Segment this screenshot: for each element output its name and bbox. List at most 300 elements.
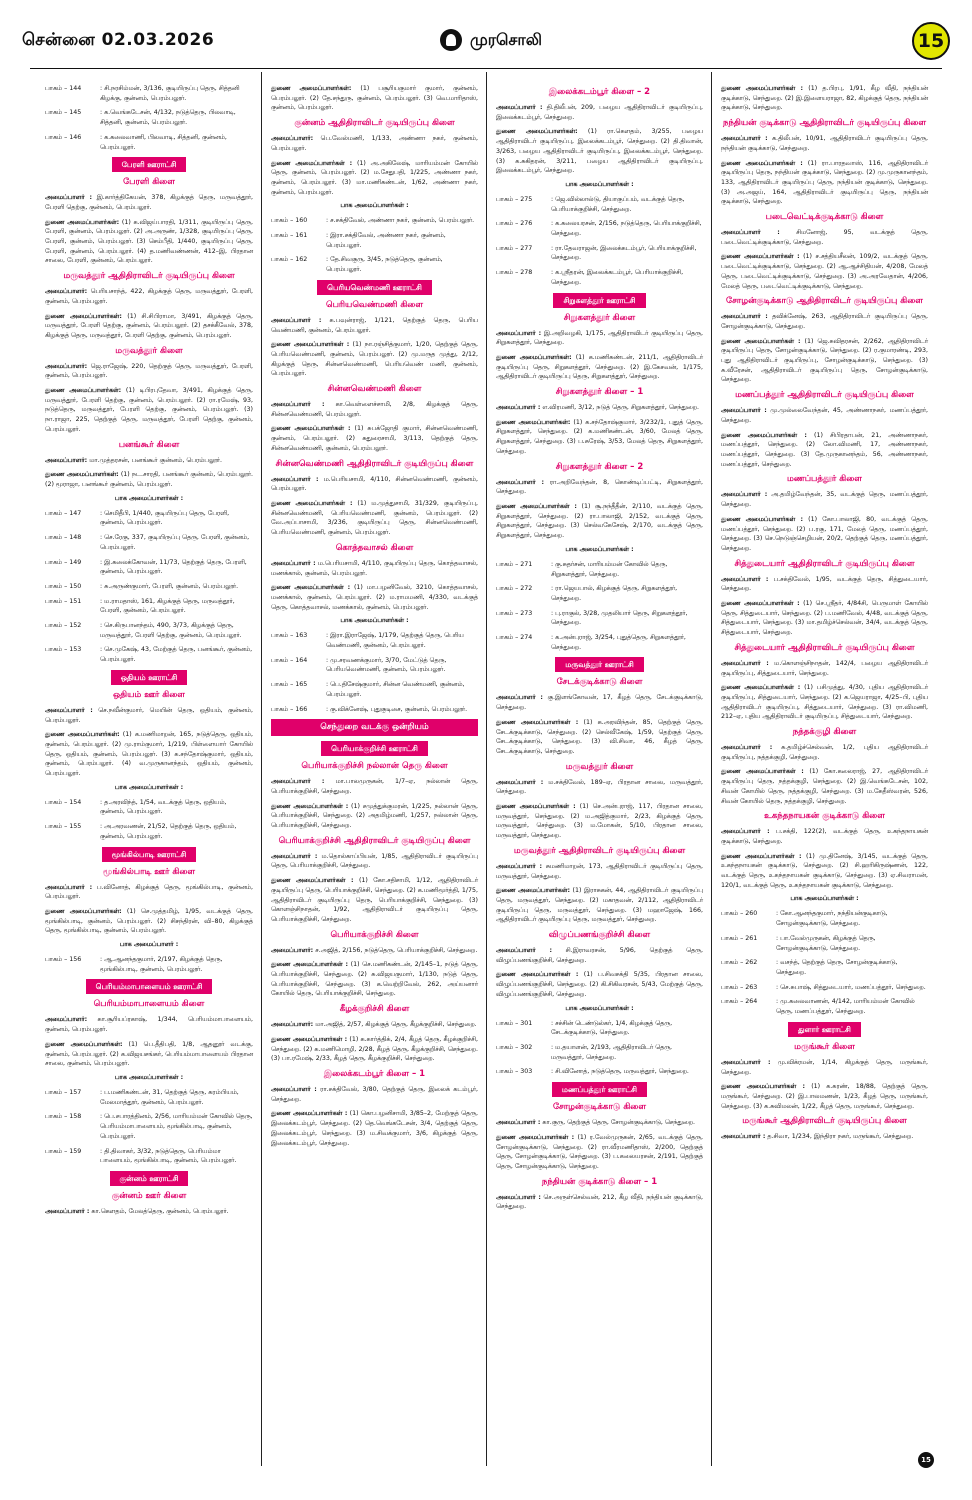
ward-number: பாகம் – 264 xyxy=(721,998,758,1006)
member-paragraph xyxy=(271,134,478,153)
role-label: அமைப்பாளர் : xyxy=(721,491,768,499)
member-paragraph xyxy=(271,777,478,796)
ward-number: பாகம் – 153 xyxy=(45,646,82,654)
branch-heading: சித்துடையார் ஆதிதிராவிடர் குடியிருப்பு கிளை xyxy=(734,642,915,653)
branch-heading: இலைக்கடம்பூர் கிளை – 2 xyxy=(548,87,651,97)
page-number-badge: 15 xyxy=(912,22,950,60)
role-label: அமைப்பாளர் : xyxy=(496,1193,541,1201)
member-details: க.பவுன்ராஜ், 1/121, தெற்குத் தெரு, பெரிய வெண்மணி, குன்னம், பெரம்பலூர். xyxy=(271,316,478,334)
member-details: (1) கொ.பழனிசாமி, 3/85–2, மேற்குத் தெரு, இலைக்கடம்பூர், செந்துறை. (2) தெ.வெங்கடேசன், 3/4, தெற்குத் தெரு, இலைக்கடம்பூர், செந்துறை. (3) ம.சிவக்குமார், 3/6, கிழக்குத் தெரு, இலைக்கடம்பூர், செந்துறை. xyxy=(271,1110,478,1147)
member-paragraph xyxy=(721,228,928,247)
header-rule xyxy=(30,68,942,69)
member-details: (1) க.கரண், 18/88, தெற்குத் தெரு, மருங்கூர், செந்துறை. (2) இ.பாலமணன், 1/23, கீழத் தெரு, மருங்கூர், செந்துறை. (3) க.சுவிமலன், 1/22, கீழத் தெரு, மருங்கூர், செந்துறை. xyxy=(721,1083,928,1110)
member-details: (1) இராசுகன், 44, ஆதிதிராவிடர் குடியிருப்பு தெரு, மருவத்தூர், செந்துறை. (2) மகாதவன், 2/112, ஆதிதிராவிடர் குடியிருப்பு தெரு, மருவத்தூர், செந்துறை. (3) மஹாஜேஷ், 166, ஆதிதிராவிடர் குடியிருப்பு தெரு, மருவத்தூர், செந்துறை. xyxy=(496,887,703,924)
ward-entry xyxy=(721,997,928,1016)
column-1 xyxy=(36,72,261,1466)
ward-entry xyxy=(271,631,478,650)
member-details: தவிக்னேஷ், 263, ஆதிதிராவிடர் குடியிருப்பு தெரு, சோழன்குடிக்காடு, செந்துறை. xyxy=(721,313,928,330)
member-paragraph xyxy=(271,400,478,419)
member-details: (1) சமுத்துக்குமரன், 1/225, நல்லான் தெரு, பெரியாக்குறிச்சி, செந்துறை. (2) அதமிழ்மணி, 1/257, நல்லான் தெரு, பெரியாக்குறிச்சி, செந்துறை. xyxy=(271,802,478,830)
branch-heading: சின்னவெண்மணி கிளை xyxy=(327,384,422,395)
ward-details: : க.கலைவாணி, பிலவாடி, சித்தனி, குன்னம், பெரம்பலூர். xyxy=(100,133,227,151)
ward-number: பாகம் – 262 xyxy=(721,959,758,967)
ward-organisers-heading: பாக அமைப்பாளர்கள் : xyxy=(340,617,409,625)
ward-details: : ஜெ.வில்லால்டு, தியாகுப்பம், வடக்குத் தெரு, பெரியாக்குறிச்சி, செந்துறை. xyxy=(551,195,685,213)
role-label: துணை அமைப்பாளர்கள்: xyxy=(45,312,122,320)
member-details: சி.இராவரசன், 5/96, தெற்குத் தெரு, விழுப்பணங்குறிச்சி, செந்துறை. xyxy=(496,947,703,964)
member-details: மா.பாலமுருகன், 1/7–ஏ, நல்லான் தெரு, பெரியாக்குறிச்சி, செந்துறை. xyxy=(271,778,478,795)
panchayat-badge: துளார் ஊராட்சி xyxy=(788,1022,861,1037)
role-label: துணை அமைப்பாளர்கள் : xyxy=(271,877,354,885)
branch-heading: மணப்பத்தூர் கிளை xyxy=(787,474,862,485)
member-paragraph xyxy=(721,159,928,208)
ward-number: பாகம் – 152 xyxy=(45,622,82,630)
role-label: அமைப்பாளர் : xyxy=(45,706,93,714)
member-details: சுமணிமாறன், 173, ஆதிதிராவிடர் குடியிருப்பு தெரு, மருவத்தூர், செந்துறை. xyxy=(496,862,703,880)
ward-details: : ப.மணிகண்டன், 31, தெற்குத் தெரு, கரம்பியம், மேலமாத்தூர், குன்னம், பெரம்பலூர். xyxy=(100,1089,239,1106)
member-paragraph xyxy=(721,515,928,554)
ward-number: பாகம் – 144 xyxy=(45,85,82,92)
ward-details: : மு.சரவணக்குமார், 3/70, மேட்டுத் தெரு, பெரியவெண்மணி, குன்னம், பெரம்பலூர். xyxy=(326,656,447,674)
ward-details: : பா.வேல்முருகன், கிழக்குத் தெரு, சோழன்குடிக்காடு, செந்துறை. xyxy=(776,934,876,952)
ward-entry xyxy=(721,934,928,953)
role-label: அமைப்பாளர் : xyxy=(721,744,773,752)
member-details: மு.முல்லைவேந்தன், 45, அண்ணாநகர், மணப்பத்தூர், செந்துறை. xyxy=(721,407,928,424)
member-paragraph xyxy=(721,1082,928,1111)
member-details: (1) ச.சத்தியசீலன், 109/2, வடக்குத் தெரு, படைவெட்டிக்குடிக்காடு, செந்துறை. (2) ஆ.ஆச்சிதியன், 4/208, மேலத் தெரு, படைவெட்டிக்குடிக்காடு, செந்துறை. (3) அ.அரவேதான், 4/206, மேலத் தெரு, படைவெட்டிக்குடிக்காடு, செந்துறை. xyxy=(721,253,928,290)
role-label: துணை அமைப்பாளர்கள் : xyxy=(721,253,800,261)
member-paragraph xyxy=(721,743,928,762)
member-details: (1) நா.ரஞ்சித்குமார், 1/20, தெற்குத் தெரு, பெரியவெண்மணி, குன்னம், பெரம்பலூர். (2) மு.மருத முத்து, 2/12, கிழக்குத் தெரு, சின்னவெண்மணி, பெரியவெண் மணி, குன்னம், பெரம்பலூர். xyxy=(271,341,478,378)
branch-heading: நத்தக்குழி கிளை xyxy=(792,727,857,738)
union-heading: செந்துறை வடக்கு ஒன்றியம் xyxy=(271,719,478,736)
member-details: (1) பசிமுத்து, 4/30, புதிய ஆதிதிராவிடர் குடியிருப்பு, சித்துடையார், செந்துறை. (2) க.ஜெயராஜா, 4/25–பி, புதிய ஆதிதிராவிடர் குடியிருப்பு, சித்துடையார், செந்துறை. (3) ரா.விமணி, 212–ஏ, புதிய ஆதிதிராவிடர் குடியிருப்பு, சித்துடையார், செந்துறை. xyxy=(721,684,928,721)
ward-details: : ம.தயாளன், 2/193, ஆதிதிராவிடர் தெரு, மருவத்தூர், செந்துறை. xyxy=(551,1044,673,1061)
member-details: கா.சூரியப்ரகாஷ், 1/344, பெரியம்மாபாளையம், குன்னம், பெரம்பலூர். xyxy=(45,1016,253,1034)
role-label: துணை அமைப்பாளர்கள்: xyxy=(496,887,571,895)
role-label: துணை அமைப்பாளர்கள் : xyxy=(271,802,349,810)
ward-organisers-heading: பாக அமைப்பாளர்கள் : xyxy=(565,180,634,188)
ward-number: பாகம் – 261 xyxy=(721,934,758,942)
role-label: துணை அமைப்பாளர்கள்: xyxy=(45,731,120,739)
member-details: (1) டிபிரபுதேவா, 3/491, கிழக்குத் தெரு, மருவத்தூர், பேரளி தெற்கு, குன்னம், பெரம்பலூர். (2) ரா.ரமேஷ், 93, நடுத்தெரு, மருவத்தூர், பேரளி தெற்கு, குன்னம், பெரம்பலூர். (3) நா.ராஜா, 225, தெற்குத் தெரு, மருவத்தூர், பேரளி தெற்கு, குன்னம், பெரம்பலூர். xyxy=(45,387,253,433)
member-paragraph xyxy=(496,802,703,841)
member-details: (1) செ.அன்புராஜ், 117, பிரதான சாலை, மருவத்தூர், செந்துறை. (2) ம.அஜித்குமார், 2/23, கிழக்குத் தெரு, மருவத்தூர், செந்துறை. (3) ம.மோகன், 5/10, பிரதான சாலை, மருவத்தூர், செந்துறை. xyxy=(496,803,703,840)
member-paragraph xyxy=(496,329,703,348)
ward-number: பாகம் – 157 xyxy=(45,1089,82,1096)
ward-entry xyxy=(45,84,253,103)
role-label: துணை அமைப்பாளர்கள் : xyxy=(271,961,348,969)
ward-details: : பெ.சபாரத்தினம், 2/56, மாரியம்மன் கோவில் தெரு, பெரியம்மாபாளையம், மூங்கில்பாடி, குன்னம், பெரம்பலூர். xyxy=(100,1113,253,1140)
ward-details: : செ.ரேகு, 337, குடியிருப்பு தெரு, பேரளி, குன்னம், பெரம்பலூர். xyxy=(100,534,250,551)
member-paragraph xyxy=(45,907,253,936)
member-details: (1) கோ.கலைராஜ், 27, ஆதிதிராவிடர் குடியிருப்பு தெரு, நத்தக்குழி, செந்துறை. (2) இ.வெங்கடேசன், 102, சிவன் கோயில் தெரு, நத்தக்குழி, செந்துறை. (3) ம.கேதீஸ்வரன், 526, சிவன் கோயில் தெரு, நத்தக்குழி, செந்துறை. xyxy=(721,768,928,805)
ward-organisers-heading: பாக அமைப்பாளர்கள் : xyxy=(565,1004,634,1012)
member-paragraph xyxy=(271,159,478,198)
ward-organisers-heading: பாக அமைப்பாளர் : xyxy=(119,941,179,949)
panchayat-badge: பெரியம்மாபாளையம் ஊராட்சி xyxy=(86,979,213,994)
branch-heading: நந்தியன் குடிக்காடு ஆதிதிராவிடர் குடியிருப்பு கிளை xyxy=(723,118,926,129)
ward-entry xyxy=(496,584,703,603)
member-paragraph xyxy=(496,353,703,382)
panchayat-badge: பெரியாக்குறிச்சி ஊராட்சி xyxy=(321,741,428,756)
ward-details: : செ.சுபாஷ், சித்துடையார், மணப்பத்தூர், செந்துறை. xyxy=(776,983,926,991)
role-label: துணை அமைப்பாளர்கள் : xyxy=(496,502,577,510)
member-paragraph xyxy=(496,970,703,999)
role-label: அமைப்பாளர் : xyxy=(721,135,768,143)
ward-entry xyxy=(45,798,253,817)
ward-number: பாகம் – 273 xyxy=(496,609,533,617)
ward-number: பாகம் – 263 xyxy=(721,983,758,991)
member-paragraph xyxy=(45,193,253,212)
member-paragraph xyxy=(271,1035,478,1064)
ward-details: : கு.சுதர்சன், மாரியம்மன் கோவில் தெரு, சிறுகளத்தூர், செந்துறை. xyxy=(551,560,668,578)
branch-heading: விழுப்பணங்குறிச்சி கிளை xyxy=(548,930,651,941)
branch-heading: கொத்தவாசல் கிளை xyxy=(335,542,414,553)
member-paragraph xyxy=(496,418,703,457)
ward-entry xyxy=(496,609,703,628)
newspaper-title xyxy=(440,29,542,51)
ward-number: பாகம் – 302 xyxy=(496,1044,533,1051)
member-paragraph xyxy=(271,499,478,538)
ward-number: பாகம் – 274 xyxy=(496,634,533,642)
ward-details: : அ.அரவணன், 21/52, தெற்குத் தெரு, ஒதியம், குன்னம், பெரம்பலூர். xyxy=(100,823,237,840)
branch-heading: ஒதியம் ஊர் கிளை xyxy=(113,689,185,700)
branch-heading: மருவத்தூர் ஆதிதிராவிடர் குடியிருப்பு கிளை xyxy=(63,271,235,282)
member-details: (1) பசூரியகுமார் குமார், குன்னம், பெரம்பலூர். (2) தே.சந்துரு, குன்னம், பெரம்பலூர். (3) வெ.மாரிதாஸ், குன்னம், பெரம்பலூர். xyxy=(271,85,478,112)
member-paragraph xyxy=(271,1020,478,1030)
ward-entry xyxy=(721,983,928,993)
member-paragraph xyxy=(496,127,703,176)
member-paragraph xyxy=(496,1118,703,1128)
role-label: துணை அமைப்பாளர்கள் : xyxy=(271,1110,348,1118)
member-paragraph xyxy=(271,583,478,612)
role-label: துணை அமைப்பாளர்கள் : xyxy=(271,159,353,167)
role-label: அமைப்பாளர்: xyxy=(271,135,314,143)
member-paragraph xyxy=(496,946,703,965)
branch-heading: சிறுகளத்தூர் கிளை – 2 xyxy=(555,461,644,472)
role-label: துணை அமைப்பாளர்கள்: xyxy=(45,471,119,479)
role-label: அமைப்பாளர் : xyxy=(496,694,543,702)
ward-entry xyxy=(721,958,928,977)
branch-heading: கீழக்குறிச்சி கிளை xyxy=(339,1004,410,1015)
role-label: அமைப்பாளர்: xyxy=(45,362,88,370)
branch-heading: சிறுகளத்தூர் கிளை xyxy=(563,312,636,323)
ward-number: பாகம் – 272 xyxy=(496,585,533,593)
branch-heading: பெரியாக்குறிச்சி ஆதிதிராவிடர் குடியிருப்பு கிளை xyxy=(278,835,471,846)
role-label: துணை அமைப்பாளர்கள்: xyxy=(271,85,352,92)
member-details: ச.அஜித், 2/156, நடுத்தெரு, பெரியாக்குறிச்சி, செந்துறை. xyxy=(315,946,478,954)
ward-details: : இ.கலைக்கோவன், 11/73, தெற்குத் தெரு, பேரளி, குன்னம், பெரம்பலூர். xyxy=(100,558,247,576)
role-label: அமைப்பாளர்: xyxy=(45,288,88,296)
member-paragraph xyxy=(45,287,253,306)
ward-number: பாகம் – 160 xyxy=(271,217,308,225)
member-details: (1) மா.பழனிவேல், 3210, கொத்தவாசல், மணக்கால், குன்னம், பெரம்பலூர். (2) ம.ராமமணி, 4/330, வடக்குத் தெரு, கொத்தவாசல், மணக்கால், குன்னம், பெரம்பலூர். xyxy=(271,584,478,611)
panchayat-badge: மூங்கில்பாடி ஊராட்சி xyxy=(102,847,196,862)
ward-details: : செ.முகேஷ், 43, மேற்குத் தெரு, பனங்கூர், குன்னம், பெரம்பலூர். xyxy=(100,646,253,664)
ward-details: : த.அரவிந்த், 1/54, வடக்குத் தெரு, ஒதியம், குன்னம், பெரம்பலூர். xyxy=(100,798,227,816)
ward-entry xyxy=(721,909,928,928)
role-label: அமைப்பாளர் : xyxy=(45,883,93,891)
member-details: (1) பெ.தீதிபதி, 1/8, ஆதனூர் வடக்கு, குன்னம், பெரம்பலூர். (2) க.விஜயசங்கர், பெரியம்மாபாளையம் பிரதான சாலை, குன்னம், பெரம்பலூர். xyxy=(45,1040,253,1068)
member-paragraph xyxy=(496,1133,703,1172)
footer-page-number: 15 xyxy=(918,1452,934,1468)
member-details: (1) அ.அகிலேஷ், மாரியம்மன் கோயில் தெரு, குன்னம், பெரம்பலூர். (2) ம.சேதுபதி, 1/225, அண்ணா நகர், குன்னம், பெரம்பலூர். (3) மா.மணிகண்டன், 1/62, அண்ணா நகர், குன்னம், பெரம்பலூர். xyxy=(271,159,478,196)
role-label: அமைப்பாளர் : xyxy=(45,1207,90,1215)
role-label: அமைப்பாளர் : xyxy=(271,1086,317,1093)
ward-number: பாகம் – 162 xyxy=(271,256,308,264)
member-paragraph xyxy=(271,424,478,453)
branch-heading: படைவெட்டிக்குடிக்காடு கிளை xyxy=(765,212,884,223)
role-label: துணை அமைப்பாளர்கள் : xyxy=(496,1133,575,1141)
role-label: அமைப்பாளர் : xyxy=(45,194,93,202)
role-label: துணை அமைப்பாளர்கள்: xyxy=(45,218,120,226)
member-paragraph xyxy=(721,490,928,509)
ward-details: : ஆ.ஆனந்தகுமார், 2/197, கிழக்குத் தெரு, மூங்கில்பாடி, குன்னம், பெரம்பலூர். xyxy=(100,956,223,973)
member-paragraph xyxy=(271,1109,478,1148)
member-paragraph xyxy=(45,706,253,725)
ward-details: : தே.சிவகுரு, 3/45, நடுத்தெரு, குன்னம், பெரம்பலூர். xyxy=(326,256,443,274)
ward-details: : ம.ராமதாஸ், 161, கிழக்குத் தெரு, மருவத்தூர், பேரளி, குன்னம், பெரம்பலூர். xyxy=(100,597,235,615)
ward-number: பாகம் – 275 xyxy=(496,195,533,203)
member-paragraph xyxy=(271,84,478,113)
member-details: (1) சூ.நந்தீதீன், 2/110, வடக்குத் தெரு, சிறுகளத்தூர், செந்துறை. (2) ரா.பாலாஜி, 2/152, வடக்குத் தெரு, சிறுகளத்தூர், செந்துறை. (3) செல்வகேசேஷ், 2/170, வடக்குத் தெரு, சிறுகளத்தூர், செந்துறை. xyxy=(496,502,703,540)
panchayat-badge: மருவத்தூர் ஊராட்சி xyxy=(555,657,644,672)
ward-number: பாகம் – 158 xyxy=(45,1113,82,1121)
ward-entry xyxy=(45,133,253,152)
member-paragraph xyxy=(721,659,928,678)
role-label: அமைப்பாளர் : xyxy=(271,559,316,567)
masthead xyxy=(0,0,972,66)
member-paragraph xyxy=(721,431,928,470)
member-details: (1) க.மணிமாறன், 165, நடுத்தெரு, ஒதியம், குன்னம், பெரம்பலூர். (2) மு.ராம்குமார், 1/219, பிள்ளையார் கோயில் தெரு, ஒதியம், குன்னம், பெரம்பலூர். (3) க.சந்தோஷ்குமார், ஒதியம், குன்னம், பெரம்பலூர். (4) வ.முருகானந்தம், ஒதியம், குன்னம், பெரம்பலூர். xyxy=(45,731,253,778)
role-label: அமைப்பாளர் : xyxy=(721,1133,766,1141)
ward-number: பாகம் – 154 xyxy=(45,798,82,806)
role-label: துணை அமைப்பாளர்கள் : xyxy=(271,1035,348,1043)
ward-entry xyxy=(271,231,478,250)
member-paragraph xyxy=(721,827,928,846)
member-details: (1) செ.மணிகண்டன், 2/145–1, நடுத் தெரு, பெரியாக்குறிச்சி, செந்துறை. (2) சு.விஜயகுமார், 1/130, நடுத் தெரு, பெரியாக்குறிச்சி, செந்துறை. (3) க.வெற்றிவேல், 262, அய்யனார் கோயில் தெரு, பெரியாக்குறிச்சி, செந்துறை. xyxy=(271,961,478,998)
member-paragraph xyxy=(496,1193,703,1212)
ward-organisers-heading: பாக அமைப்பாளர்கள் : xyxy=(340,202,409,210)
ward-details: : க.அன்புராஜ், 3/254, புதுத்தெரு, சிறுகளத்தூர், செந்துறை. xyxy=(551,634,686,651)
member-details: (1) செ.முத்தமிழ், 1/95, வடக்குத் தெரு, மூங்கில்பாடி, குன்னம், பெரம்பலூர். (2) சிசந்திரன், வி–80, கிழக்குத் தெரு, மூங்கில்பாடி, குன்னம், பெரம்பலூர். xyxy=(45,907,253,935)
member-paragraph xyxy=(45,456,253,466)
branch-heading: சேடக்குடிக்காடு கிளை xyxy=(556,677,643,688)
member-paragraph xyxy=(45,362,253,381)
member-details: (1) க.மணிகண்டன், 211/1, ஆதிதிராவிடர் குடியிருப்பு தெரு, சிறுகளத்தூர், செந்துறை. (2) இ.கேசவன், 1/175, ஆதிதிராவிடர் குடியிருப்பு தெரு, சிறுகளத்தூர், செந்துறை. xyxy=(496,353,703,381)
member-details: கு.இளங்கோவன், 17, கீழத் தெரு, சேடக்குடிக்காடு, செந்துறை. xyxy=(496,694,703,712)
member-details: பெ.வேல்மணி, 1/133, அண்ணா நகர், குன்னம், பெரம்பலூர். xyxy=(271,135,478,152)
member-paragraph xyxy=(496,502,703,541)
member-details: (1) கோ.சதிசாமி, 1/12, ஆதிதிராவிடர் குடியிருப்பு தெரு, பெரியாக்குறிச்சி, செந்துறை. (2) க.மணிமூர்த்தி, 1/75, ஆதிதிராவிடர் குடியிருப்பு தெரு, பெரியாக்குறிச்சி, செந்துறை. (3) கொளஞ்சிநாதன், 1/92, ஆதிதிராவிடர் குடியிருப்பு தெரு, பெரியாக்குறிச்சி, செந்துறை. xyxy=(271,877,478,923)
role-label: அமைப்பாளர் : xyxy=(496,104,543,111)
role-label: துணை அமைப்பாளர்கள் : xyxy=(271,584,351,592)
member-details: (1) செ.ஸ்ரீதர், 4/84சி, பெருமாள் கோயில் தெரு, சித்துடையார், செந்துறை. (2) ப.மணிவேல், 4/48, வடக்குத் தெரு, சித்துடையார், செந்துறை. (3) மா.தமிழ்ச்செல்வன், 34/4, வடக்குத் தெரு, சித்துடையார், செந்துறை. xyxy=(721,600,928,637)
member-details: ரா.அறிவேந்தன், 8, கொண்டிப்பட்டி, சிறுகளத்தூர், செந்துறை. xyxy=(496,478,703,496)
ward-organisers-heading: பாக அமைப்பாளர்கள் : xyxy=(114,783,184,791)
branch-heading: மருவத்தூர் கிளை xyxy=(115,345,183,356)
ward-details: : வசந்த், தெற்குத் தெரு, சோழன்குடிக்காடு, செந்துறை. xyxy=(776,959,898,976)
member-details: ம.தொல்காப்பியன், 1/85, ஆதிதிராவிடர் குடியிருப்பு தெரு, பெரியாக்குறிச்சி, செந்துறை. xyxy=(271,852,478,870)
ward-details: : மு.கலைவாணன், 4/142, மாரியம்மன் கோவில் தெரு, மணப்பத்தூர், செந்துறை. xyxy=(776,998,915,1016)
branch-heading: மருங்கூர் ஆதிதிராவிடர் குடியிருப்பு கிளை xyxy=(742,1116,907,1127)
branch-heading: சோழன்குடிக்காடு கிளை xyxy=(552,1102,647,1113)
role-label: துணை அமைப்பாளர்கள் : xyxy=(721,768,804,776)
ward-number: பாகம் – 271 xyxy=(496,560,533,568)
ward-entry xyxy=(496,195,703,214)
member-details: (1) கோ.பாலாஜி, 80, வடக்குத் தெரு, மணப்பத்தூர், செந்துறை. (2) ப.ரகு, 171, மேலத் தெரு, மணப்பத்தூர், செந்துறை. (3) செ.நெடுஞ்செழியன், 20/2, தெற்குத் தெரு, மணப்பத்தூர், செந்துறை. xyxy=(721,515,928,552)
branch-heading: நந்தியன் குடிக்காடு கிளை – 1 xyxy=(541,1176,658,1187)
role-label: துணை அமைப்பாளர்கள் : xyxy=(271,425,351,433)
member-paragraph xyxy=(721,84,928,113)
ward-number: பாகம் – 161 xyxy=(271,232,308,240)
member-details: (1) ர.வேல்முருகன், 2/65, வடக்குத் தெரு, சோழன்குடிக்காடு, செந்துறை. (2) ரா.வீரமணிதாஸ், 2/200, தெற்குத் தெரு, சோழன்குடிக்காடு, செந்துறை. (3) ப.கலையரசன், 2/191, தெற்குத் தெரு, சோழன்குடிக்காடு, செந்துறை. xyxy=(496,1133,703,1170)
member-paragraph xyxy=(45,1207,253,1217)
role-label: அமைப்பாளர் : xyxy=(721,575,769,583)
ward-entry xyxy=(271,216,478,226)
member-paragraph xyxy=(45,1015,253,1034)
ward-number: பாகம் – 165 xyxy=(271,681,308,689)
member-paragraph xyxy=(45,386,253,435)
role-label: அமைப்பாளர்: xyxy=(271,946,314,954)
ward-details: : செ.கிருபானந்தம், 490, 3/73, கிழக்குத் தெரு, மருவத்தூர், பேரளி தெற்கு, குன்னம், பெரம்பலூர். xyxy=(100,622,242,639)
ward-details: : தி.திவாகர், 3/32, நடுத்தெரு, பெரியம்மா பாளையம், மூங்கில்பாடி, குன்னம், பெரம்பலூர். xyxy=(100,1147,237,1165)
role-label: துணை அமைப்பாளர்கள்: xyxy=(496,128,578,136)
member-details: (1) க.அரவிந்தன், 85, தெற்குத் தெரு, சேடக்குடிக்காடு, செந்துறை. (2) செல்வீகேஷ், 1/59, தெற்குத் தெரு, சேடக்குடிக்காடு, செந்துறை. (3) வி.சிவா, 46, கீழத் தெரு, சேடக்குடிக்காடு, செந்துறை. xyxy=(496,718,703,755)
role-label: துணை அமைப்பாளர்கள் : xyxy=(721,1083,806,1091)
ward-entry xyxy=(496,219,703,238)
member-paragraph xyxy=(721,252,928,291)
column-4 xyxy=(711,72,936,1466)
role-label: துணை அமைப்பாளர்கள் : xyxy=(721,159,803,167)
role-label: அமைப்பாளர்: xyxy=(45,1016,88,1024)
member-paragraph xyxy=(271,946,478,956)
ward-number: பாகம் – 277 xyxy=(496,244,533,252)
member-details: கா.வெள்ளைச்சாமி, 2/8, கிழக்குத் தெரு, சின்னவெண்மணி, பெரம்பலூர். xyxy=(271,401,478,418)
ward-entry xyxy=(45,822,253,841)
role-label: அமைப்பாளர் : xyxy=(496,1119,541,1127)
role-label: துணை அமைப்பாளர்கள்: xyxy=(45,387,122,395)
member-details: சு.தமிழ்ச்செல்வன், 1/2, புதிய ஆதிதிராவிடர் குடியிருப்பு, நத்தக்குழி, செந்துறை. xyxy=(721,744,928,761)
role-label: அமைப்பாளர் : xyxy=(271,778,325,786)
role-label: அமைப்பாளர் : xyxy=(271,316,322,324)
ward-entry xyxy=(45,582,253,592)
ward-number: பாகம் – 146 xyxy=(45,133,82,141)
member-paragraph xyxy=(271,1085,478,1104)
member-details: த.சிவா, 1/234, இந்திரா நகர், மருங்கூர், செந்துறை. xyxy=(767,1133,914,1141)
branch-heading: பெரியாக்குறிச்சி கிளை xyxy=(330,929,419,940)
member-details: (1) சி.சிபிராமா, 3/491, கிழக்குத் தெரு, மருவத்தூர், பேரளி தெற்கு, குன்னம், பெரம்பலூர். (2) தசக்கீவேல், 378, கிழக்குத் தெரு, மருவத்தூர், பேரளி தெற்கு, குன்னம், பெரம்பலூர். xyxy=(45,312,253,339)
member-details: செ.அருள்செல்வன், 212, கீழ வீதி, நந்தியன் குடிக்காடு, செந்துறை. xyxy=(496,1193,703,1211)
branch-heading: மருங்கூர் கிளை xyxy=(794,1041,855,1052)
member-details: (1) ப.சிவசக்தி 5/35, பிரதான சாலை, விழுப்பணங்குறிச்சி, செந்துறை. (2) கி.சிகிவரசன், 5/43, மேற்குத் தெரு, விழுப்பணங்குறிச்சி, செந்துறை. xyxy=(496,971,703,998)
member-details: ம.பெரியசாமி, 4/110, சின்னவெண்மணி, குன்னம், பெரம்பலூர். xyxy=(271,475,478,493)
member-paragraph xyxy=(45,730,253,779)
ward-details: : இரா.இராஜேஷ், 1/179, தெற்குத் தெரு, பெரிய வெண்மணி, குன்னம், பெரம்பலூர். xyxy=(326,632,464,650)
member-details: (1) ரா.பாரதவாஸ், 116, ஆதிதிராவிடர் குடியிருப்பு தெரு, நந்தியன் குடிக்காடு, செந்துறை. (2) மு.முருகானந்தம், 133, ஆதிதிராவிடர் குடியிருப்பு தெரு, நந்தியன் குடிக்காடு, செந்துறை. (3) அ.அஜய், 164, ஆதிதிராவிடர் குடியிருப்பு தெரு, நந்தியன் குடிக்காடு, செந்துறை. xyxy=(721,159,928,206)
ward-details: : கோ.ஆனந்தகுமார், நந்தியன்குடிகாடு, சோழன்குடிக்காடு, செந்துறை. xyxy=(776,910,888,928)
role-label: அமைப்பாளர்: xyxy=(45,456,88,464)
member-paragraph xyxy=(45,312,253,341)
ward-details: : கு.விக்னேஷ், புதுகுடிசை, குன்னம், பெரம்பலூர். xyxy=(326,705,468,713)
ward-details: : செமிதீபி, 1/440, குடியிருப்பு தெரு, பேரளி, குன்னம், பெரம்பலூர். xyxy=(100,509,230,527)
member-details: ப.சக்தி, 122(2), வடக்குத் தெரு, உகந்தநாயகன் குடிக்காடு, செந்துறை. xyxy=(721,828,928,845)
member-paragraph xyxy=(496,778,703,797)
member-details: கா.குரு, தெற்குத் தெரு, சோழன்குடிக்காடு, செந்துறை. xyxy=(542,1119,695,1127)
ward-entry xyxy=(271,705,478,715)
role-label: துணை அமைப்பாளர்கள் : xyxy=(721,852,802,860)
member-details: இ.அறிவழகி, 1/175, ஆதிதிராவிடர் குடியிருப்பு தெரு, சிறுகளத்தூர், செந்துறை. xyxy=(496,329,703,347)
role-label: துணை அமைப்பாளர்கள்: xyxy=(496,353,572,361)
member-paragraph xyxy=(45,883,253,902)
member-paragraph xyxy=(721,575,928,594)
ward-organisers-heading: பாக அமைப்பாளர்கள் : xyxy=(114,1074,184,1081)
branch-heading: சிறுகளத்தூர் கிளை – 1 xyxy=(555,387,644,398)
member-paragraph xyxy=(271,559,478,578)
ward-organisers-heading: பாக அமைப்பாளர்கள் : xyxy=(790,895,859,903)
ward-details: : சு.அருண்குமார், பேரளி, குன்னம், பெரம்பலூர். xyxy=(100,582,239,590)
ward-entry xyxy=(271,255,478,274)
member-details: மு.விக்ரமன், 1/14, கிழக்குத் தெரு, மருங்கூர், செந்துறை. xyxy=(721,1058,928,1076)
member-details: (1) த.பிரபு, 1/91, கீழ வீதி, நந்தியன் குடிக்காடு, செந்துறை. (2) இ.இளையராஜா, 82, கிழக்குத் தெரு, நந்தியன் குடிக்காடு, செந்துறை. xyxy=(721,85,929,112)
ward-entry xyxy=(45,509,253,528)
ward-details: : க.வெங்கடேசன், 4/132, நடுத்தெரு, பிலவாடி, சித்தனி, குன்னம், பெரம்பலூர். xyxy=(100,109,236,127)
member-paragraph xyxy=(496,886,703,925)
ward-number: பாகம் – 147 xyxy=(45,509,82,517)
role-label: துணை அமைப்பாளர்கள் : xyxy=(721,85,804,92)
ward-details: : சி.வினோத், நடுத்தெரு, மருவத்தூர், செந்துறை. xyxy=(551,1068,689,1076)
ward-entry xyxy=(496,268,703,287)
member-paragraph xyxy=(721,767,928,806)
branch-heading: உகந்தநாயகன் குடிக்காடு கிளை xyxy=(764,811,885,822)
ward-details: : க.கலையரசன், 2/156, நடுத்தெரு, பெரியாக்குறிச்சி, செந்துறை. xyxy=(551,220,702,238)
member-paragraph xyxy=(721,599,928,638)
ward-entry xyxy=(45,597,253,616)
newspaper-name: முரசொலி xyxy=(470,29,542,49)
ward-entry xyxy=(496,244,703,263)
panchayat-badge: ஒதியம் ஊராட்சி xyxy=(111,670,188,685)
member-paragraph xyxy=(45,218,253,267)
member-paragraph xyxy=(496,862,703,881)
role-label: துணை அமைப்பாளர்கள் : xyxy=(271,341,350,349)
ward-organisers-heading: பாக அமைப்பாளர்கள் : xyxy=(114,494,184,502)
ward-details: : இரா.சக்திவேல், அண்ணா நகர், குன்னம், பெரம்பலூர். xyxy=(326,232,446,249)
ward-details: : ரா.தேவராஜன், இலைக்கடம்பூர், பெரியாக்குறிச்சி, செந்துறை. xyxy=(551,244,697,262)
edition-date: சென்னை 02.03.2026 xyxy=(22,30,215,50)
role-label: துணை அமைப்பாளர்கள் : xyxy=(721,600,800,608)
ward-number: பாகம் – 150 xyxy=(45,582,82,590)
panchayat-badge: குன்னம் ஊராட்சி xyxy=(110,1171,189,1186)
branch-heading: மூங்கில்பாடி ஊர் கிளை xyxy=(102,866,196,877)
member-details: ஜெ.ராஜேஷ், 220, தெற்குத் தெரு, மருவத்தூர், பேரளி, குன்னம், பெரம்பலூர். xyxy=(45,362,253,380)
member-paragraph xyxy=(271,475,478,494)
member-details: பெரியசாந்த், 422, கிழக்குத் தெரு, மருவத்தூர், பேரளி, குன்னம், பெரம்பலூர். xyxy=(45,288,253,305)
ward-number: பாகம் – 278 xyxy=(496,269,533,277)
ward-organisers-heading: பாக அமைப்பாளர்கள் : xyxy=(565,545,634,553)
role-label: அமைப்பாளர் : xyxy=(496,329,542,337)
ward-number: பாகம் – 301 xyxy=(496,1019,533,1027)
ward-entry xyxy=(496,1019,703,1038)
member-details: (1) க.சந்தோஷ்குமார், 3/232/1, புதுத் தெரு, சிறுகளத்தூர், செந்துறை. (2) க.மணிகண்டன், 3/60, மேலத் தெரு, சிறுகளத்தூர், செந்துறை. (3) ப.சுரேஷ், 3/53, மேலத் தெரு, சிறுகளத்தூர், செந்துறை. xyxy=(496,418,703,455)
role-label: அமைப்பாளர் : xyxy=(271,852,318,860)
ward-number: பாகம் – 260 xyxy=(721,910,758,918)
member-paragraph xyxy=(721,406,928,425)
member-details: (1) ரா.கௌதம், 3/255, பழைய ஆதிதிராவிடர் குடியிருப்பு, இலைக்கடம்பூர், செந்துறை. (2) தி.திவான், 3/263, பழைய ஆதிதிராவிடர் குடியிருப்பு, இலைக்கடம்பூர், செந்துறை. (3) க.சுகிதரன், 3/211, பழைய ஆதிதிராவிடர் குடியிருப்பு, இலைக்கடம்பூர், செந்துறை. xyxy=(496,128,703,175)
member-details: ம.சக்திவேல், 189–ஏ, பிரதான சாலை, மருவத்தூர், செந்துறை. xyxy=(496,778,703,796)
role-label: அமைப்பாளர் : xyxy=(271,401,325,409)
role-label: அமைப்பாளர்: xyxy=(271,1021,314,1029)
